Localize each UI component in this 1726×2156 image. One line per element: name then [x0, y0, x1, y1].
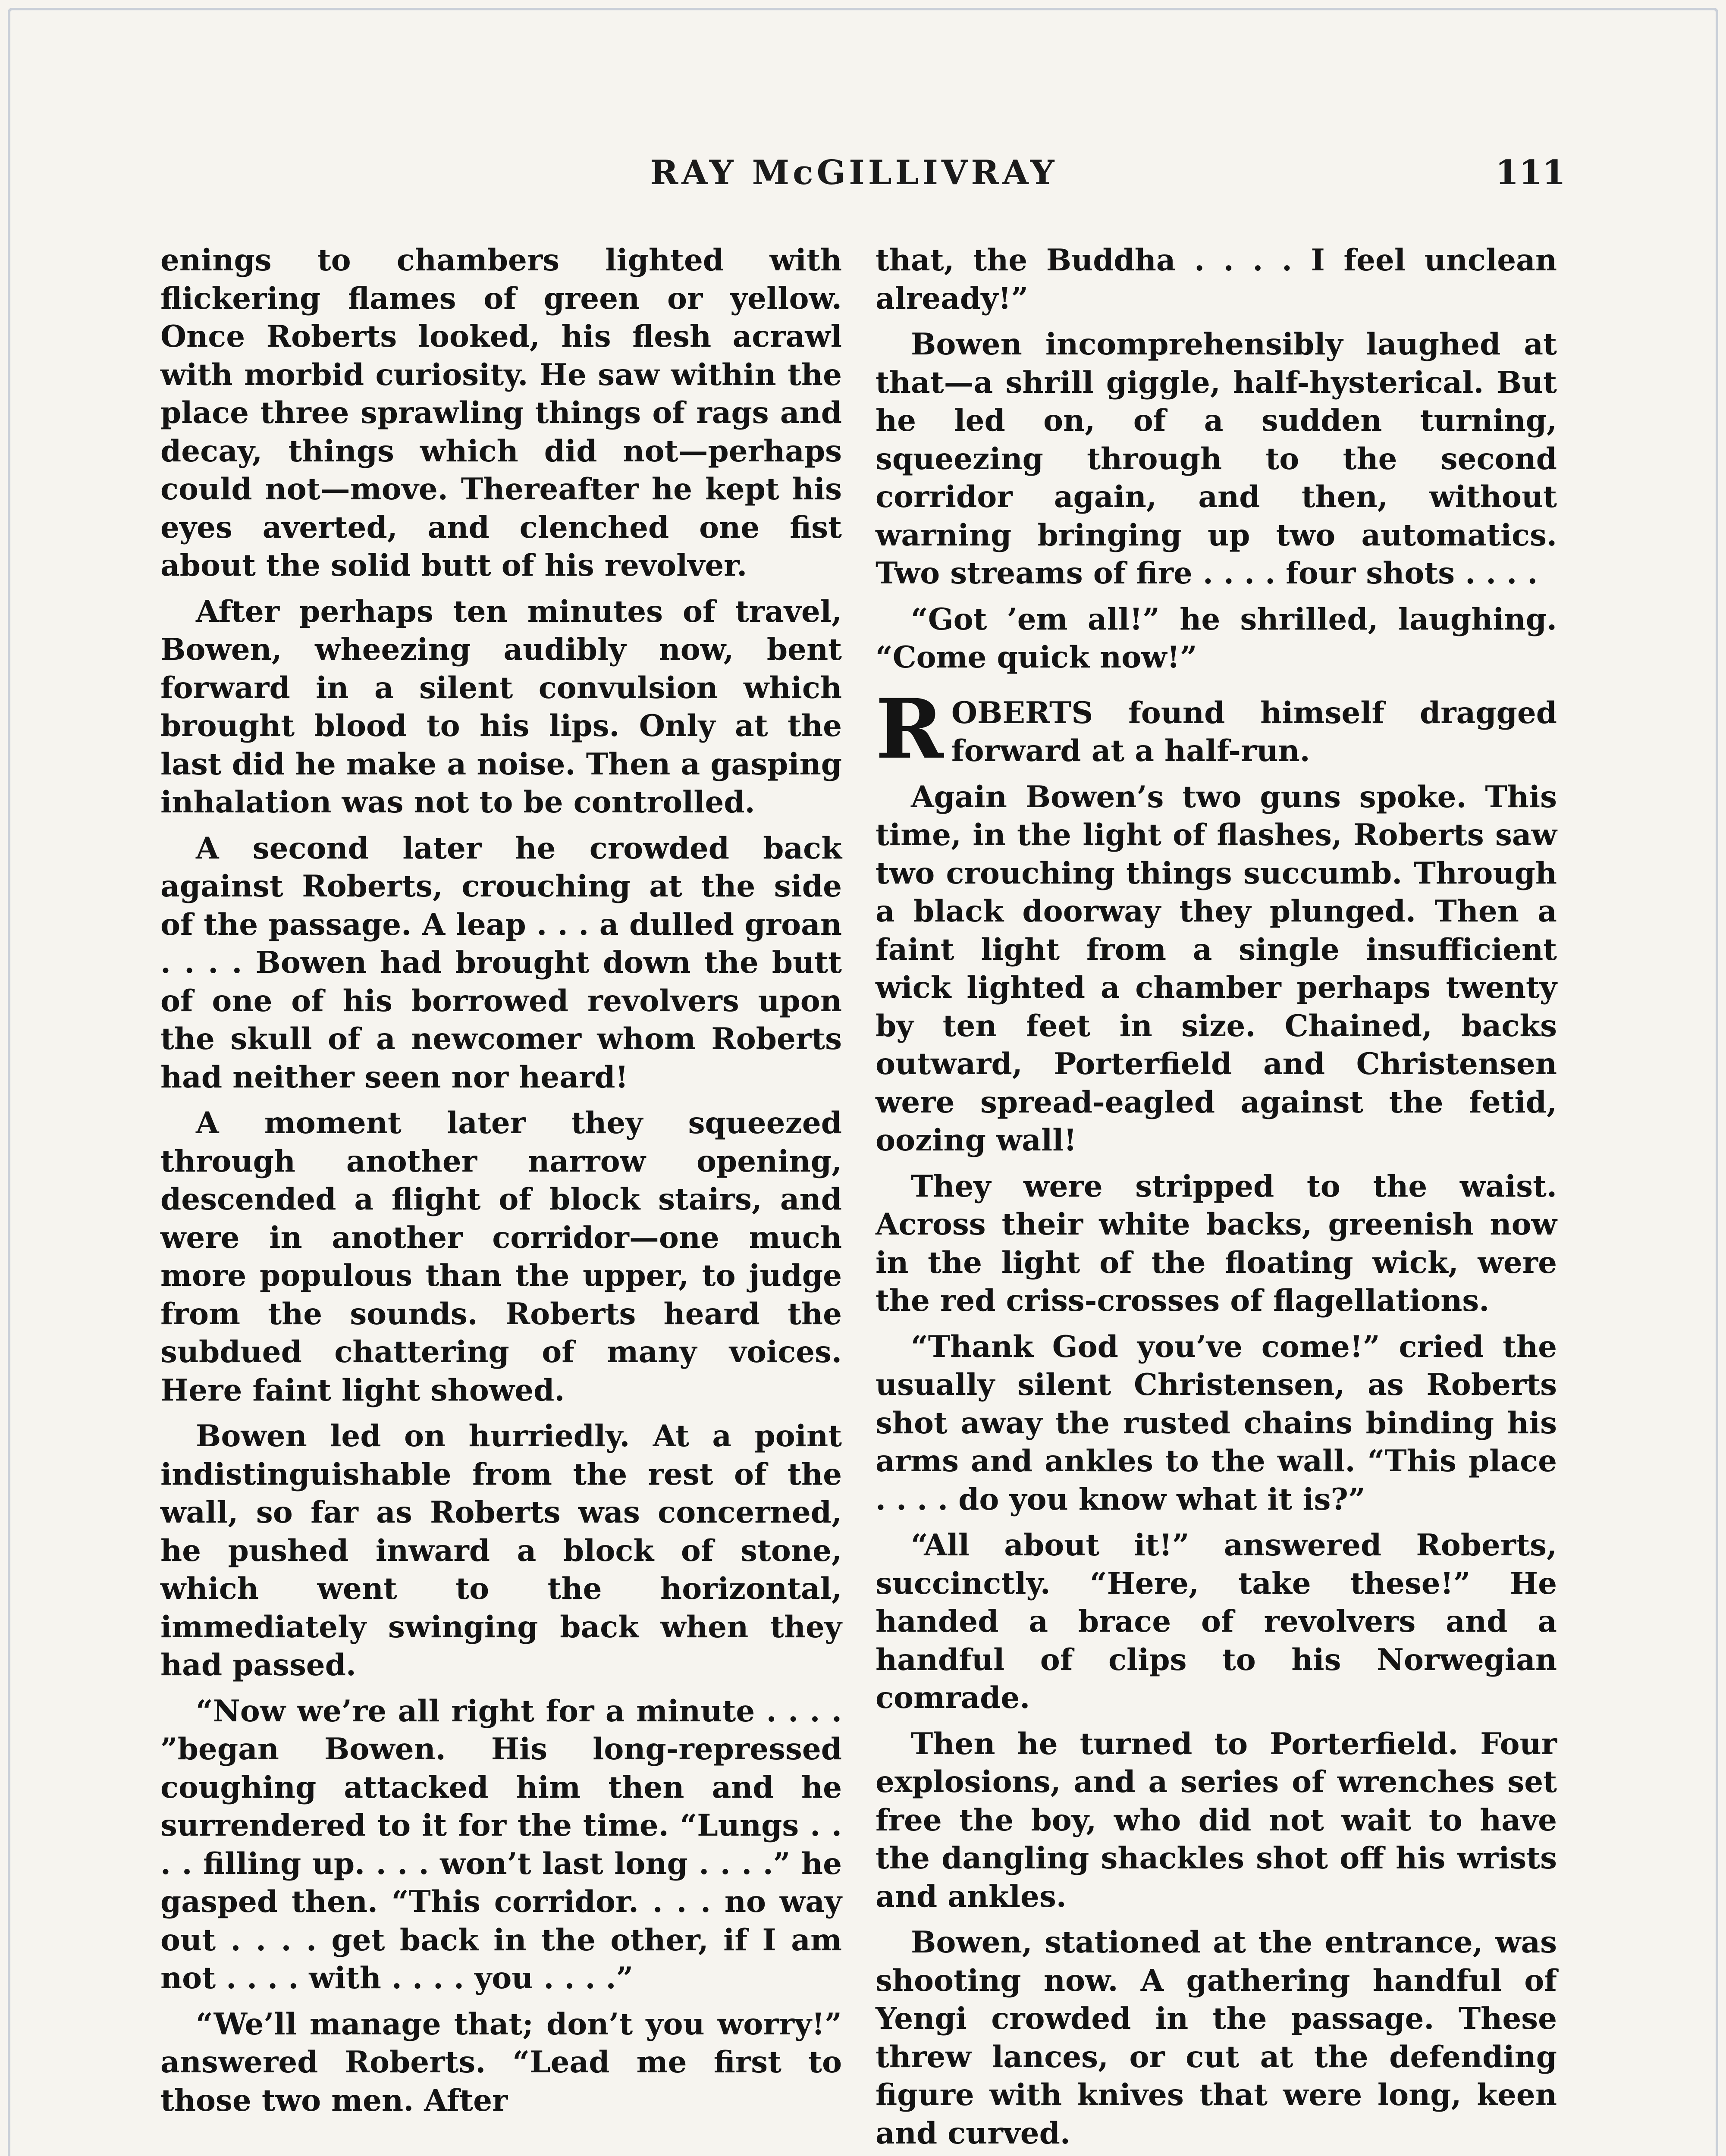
paragraph-text: OBERTS found himself dragged forward at a half-run.	[951, 695, 1557, 768]
paragraph: “Got ’em all!” he shrilled, laughing. “Come quick now!”	[876, 602, 1557, 675]
left-column	[160, 241, 842, 2128]
paragraph: After perhaps ten minutes of travel, Bowen, wheezing audibly now, bent forward in a silent convulsion which brought blood to his lips. Only at the last did he make a noise. Then a gasping inhalation was not to be controlled.	[160, 594, 842, 820]
paragraph: “We’ll manage that; don’t you worry!” answered Roberts. “Lead me first to those two men. After	[160, 2006, 842, 2118]
paragraph: “Thank God you’ve come!” cried the usually silent Christensen, as Roberts shot away the rusted chains binding his arms and ankles to the wall. “This place . . . . do you know what it is?”	[876, 1329, 1557, 1517]
paragraph: Again Bowen’s two guns spoke. This time, in the light of flashes, Roberts saw two crouching things succumb. Through a black doorway they plunged. Then a faint light from a single insufficient wick lighted a chamber perhaps twenty by ten feet in size. Chained, backs outward, Porterfield and Christensen were spread-eagled against the fetid, oozing wall!	[876, 779, 1557, 1158]
section-opening-paragraph	[876, 680, 1557, 777]
paragraph: “All about it!” answered Roberts, succinctly. “Here, take these!” He handed a brace of revolvers and a handful of clips to his Norwegian comrade.	[876, 1528, 1557, 1715]
paragraph: that, the Buddha . . . . I feel unclean already!”	[876, 243, 1557, 316]
running-title: RAY McGILLIVRAY	[650, 153, 1058, 192]
paragraph: “Now we’re all right for a minute . . . . ”began Bowen. His long-repressed coughing attacked him then and he surrendered to it for the time. “Lungs . . . . filling up. . . . won’t last long . . . .” he gasped then. “This corridor. . . . no way out . . . . get back in the other, if I am not . . . . with . . . . you . . . .”	[160, 1693, 842, 1996]
paragraph: Then he turned to Porterfield. Four explosions, and a series of wrenches set free the boy, who did not wait to have the dangling shackles shot off his wrists and ankles.	[876, 1726, 1557, 1914]
paragraph: Bowen led on hurriedly. At a point indistinguishable from the rest of the wall, so far as Roberts was concerned, he pushed inward a block of stone, which went to the horizontal, immediately swinging back when they had passed.	[160, 1419, 842, 1683]
paragraph: A second later he crowded back against Roberts, crouching at the side of the passage. A leap . . . a dulled groan . . . . Bowen had brought down the butt of one of his borrowed revolvers upon the skull of a newcomer whom Roberts had neither seen nor heard!	[160, 830, 842, 1095]
drop-cap: R	[876, 680, 944, 777]
page-header	[142, 153, 1566, 201]
right-column	[876, 241, 1557, 2156]
page-number: 111	[1495, 153, 1566, 192]
paragraph: A moment later they squeezed through another narrow opening, descended a flight of block stairs, and were in another corridor—one much more populous than the upper, to judge from the sounds. Roberts heard the subdued chattering of many voices. Here faint light showed.	[160, 1106, 842, 1408]
paragraph: enings to chambers lighted with flickering flames of green or yellow. Once Roberts looked, his flesh acrawl with morbid curiosity. He saw within the place three sprawling things of rags and decay, things which did not—perhaps could not—move. Thereafter he kept his eyes averted, and clenched one fist about the solid butt of his revolver.	[160, 243, 842, 583]
paragraph: Bowen, stationed at the entrance, was shooting now. A gathering handful of Yengi crowded in the passage. These threw lances, or cut at the defending figure with knives that were long, keen and curved.	[876, 1925, 1557, 2151]
paragraph: Bowen incomprehensibly laughed at that—a shrill giggle, half-hysterical. But he led on, of a sudden turning, squeezing through to the second corridor again, and then, without warning bringing up two automatics. Two streams of fire . . . . four shots . . . .	[876, 327, 1557, 591]
paragraph: They were stripped to the waist. Across their white backs, greenish now in the light of the floating wick, were the red criss-crosses of flagellations.	[876, 1169, 1557, 1318]
